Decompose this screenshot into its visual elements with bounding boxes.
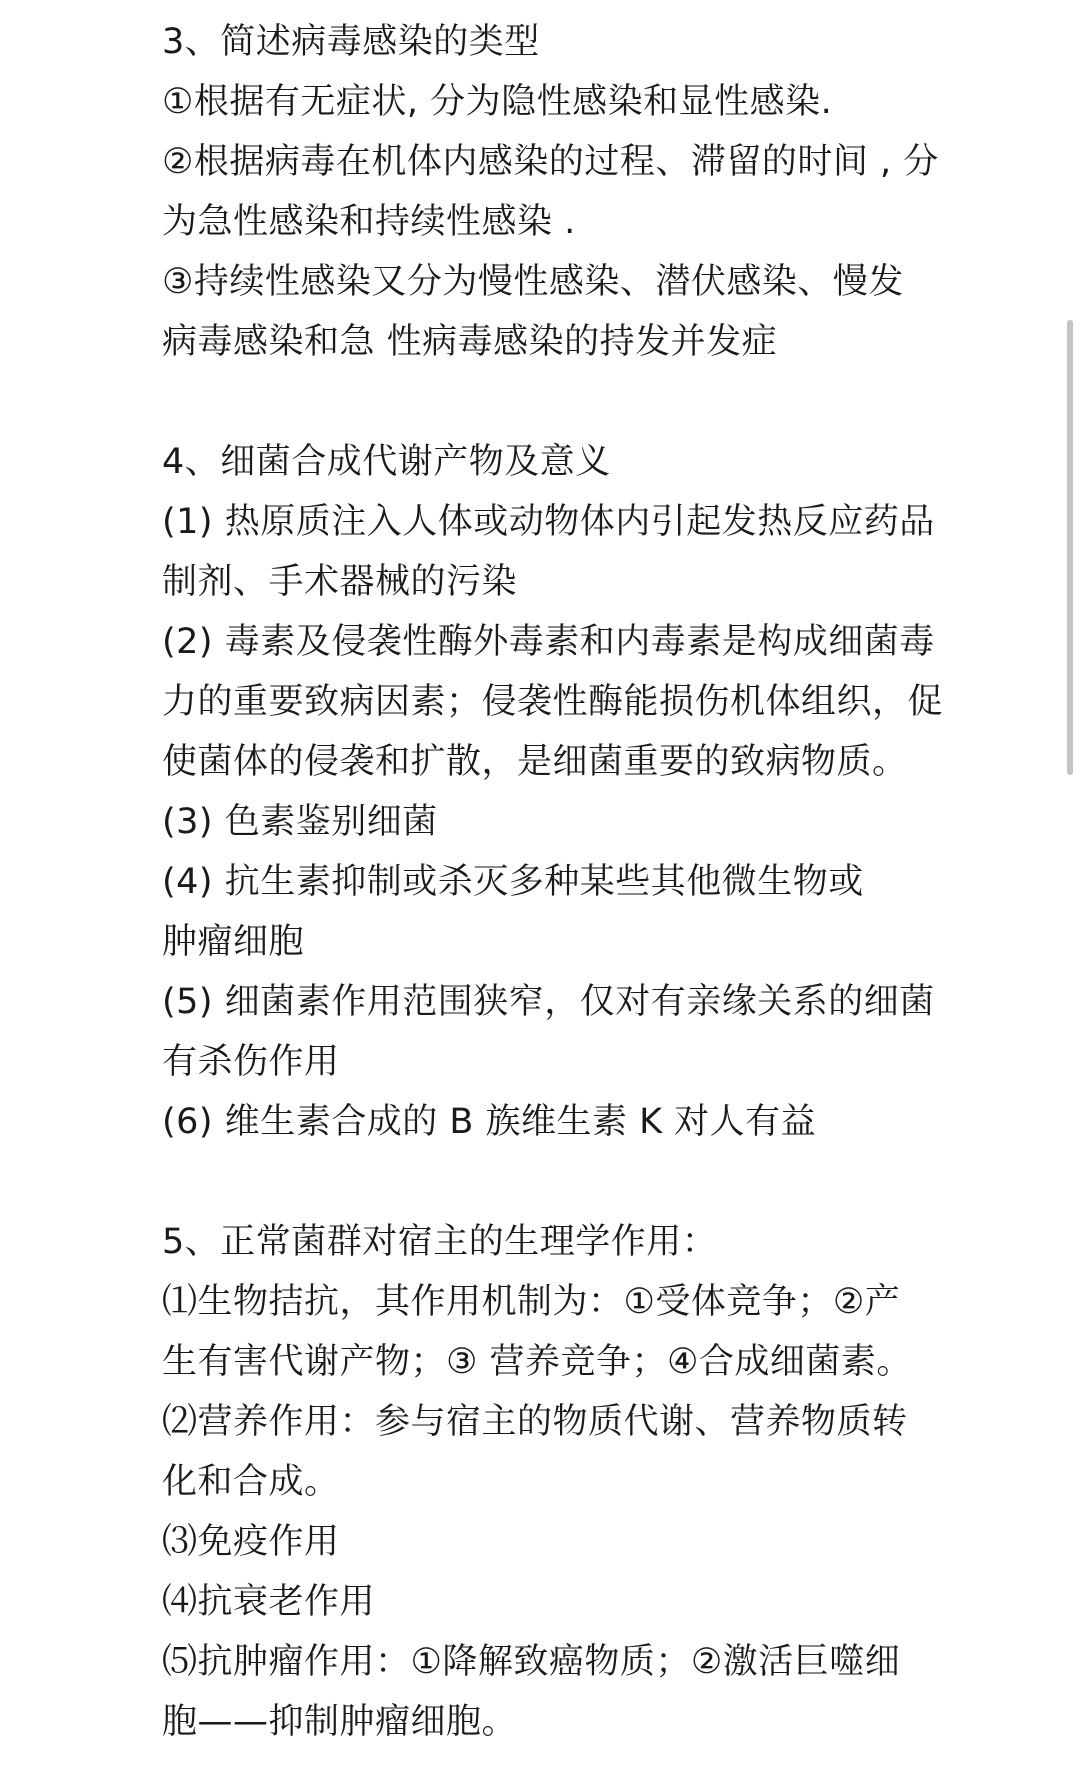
- text-line: (6) 维生素合成的 B 族维生素 K 对人有益: [162, 1102, 817, 1142]
- text-line: ⑴生物拮抗，其作用机制为：①受体竞争；②产: [162, 1282, 901, 1322]
- text-line: 生有害代谢产物；③ 营养竞争；④合成细菌素。: [162, 1342, 912, 1382]
- text-line: ①根据有无症状, 分为隐性感染和显性感染.: [162, 82, 833, 122]
- section-bacterial-metabolites: [162, 432, 1014, 1152]
- text-line: (1) 热原质注入人体或动物体内引起发热反应药品: [162, 502, 935, 542]
- text-line: ⑸抗肿瘤作用：①降解致癌物质；②激活巨噬细: [162, 1642, 901, 1682]
- text-line: ③持续性感染又分为慢性感染、潜伏感染、慢发: [162, 262, 904, 302]
- section-heading: 4、细菌合成代谢产物及意义: [162, 442, 611, 482]
- text-line: (2) 毒素及侵袭性酶外毒素和内毒素是构成细菌毒: [162, 622, 935, 662]
- text-line: 胞——抑制肿瘤细胞。: [162, 1702, 518, 1742]
- text-line: 有杀伤作用: [162, 1042, 340, 1082]
- text-line: (3) 色素鉴别细菌: [162, 802, 438, 842]
- section-normal-flora-roles: [162, 1212, 1014, 1752]
- section-virus-infection-types: [162, 12, 1014, 372]
- section-heading: 3、简述病毒感染的类型: [162, 22, 540, 62]
- text-line: 力的重要致病因素；侵袭性酶能损伤机体组织，促: [162, 682, 944, 722]
- section-spacer: [162, 372, 1014, 432]
- text-line: ⑵营养作用：参与宿主的物质代谢、营养物质转: [162, 1402, 908, 1442]
- text-line: 病毒感染和急 性病毒感染的持发并发症: [162, 322, 778, 362]
- article-body: [162, 12, 1014, 1752]
- text-line: 肿瘤细胞: [162, 922, 305, 962]
- section-spacer: [162, 1152, 1014, 1212]
- vertical-scrollbar[interactable]: [1067, 320, 1073, 775]
- text-line: 为急性感染和持续性感染 .: [162, 202, 576, 242]
- text-line: (4) 抗生素抑制或杀灭多种某些其他微生物或: [162, 862, 864, 902]
- text-line: 使菌体的侵袭和扩散，是细菌重要的致病物质。: [162, 742, 908, 782]
- text-line: 化和合成。: [162, 1462, 340, 1502]
- text-line: 制剂、手术器械的污染: [162, 562, 518, 602]
- text-line: ②根据病毒在机体内感染的过程、滞留的时间 , 分: [162, 142, 939, 182]
- section-heading: 5、正常菌群对宿主的生理学作用：: [162, 1222, 718, 1262]
- text-line: (5) 细菌素作用范围狭窄，仅对有亲缘关系的细菌: [162, 982, 935, 1022]
- text-line: ⑷抗衰老作用: [162, 1582, 376, 1622]
- text-line: ⑶免疫作用: [162, 1522, 340, 1562]
